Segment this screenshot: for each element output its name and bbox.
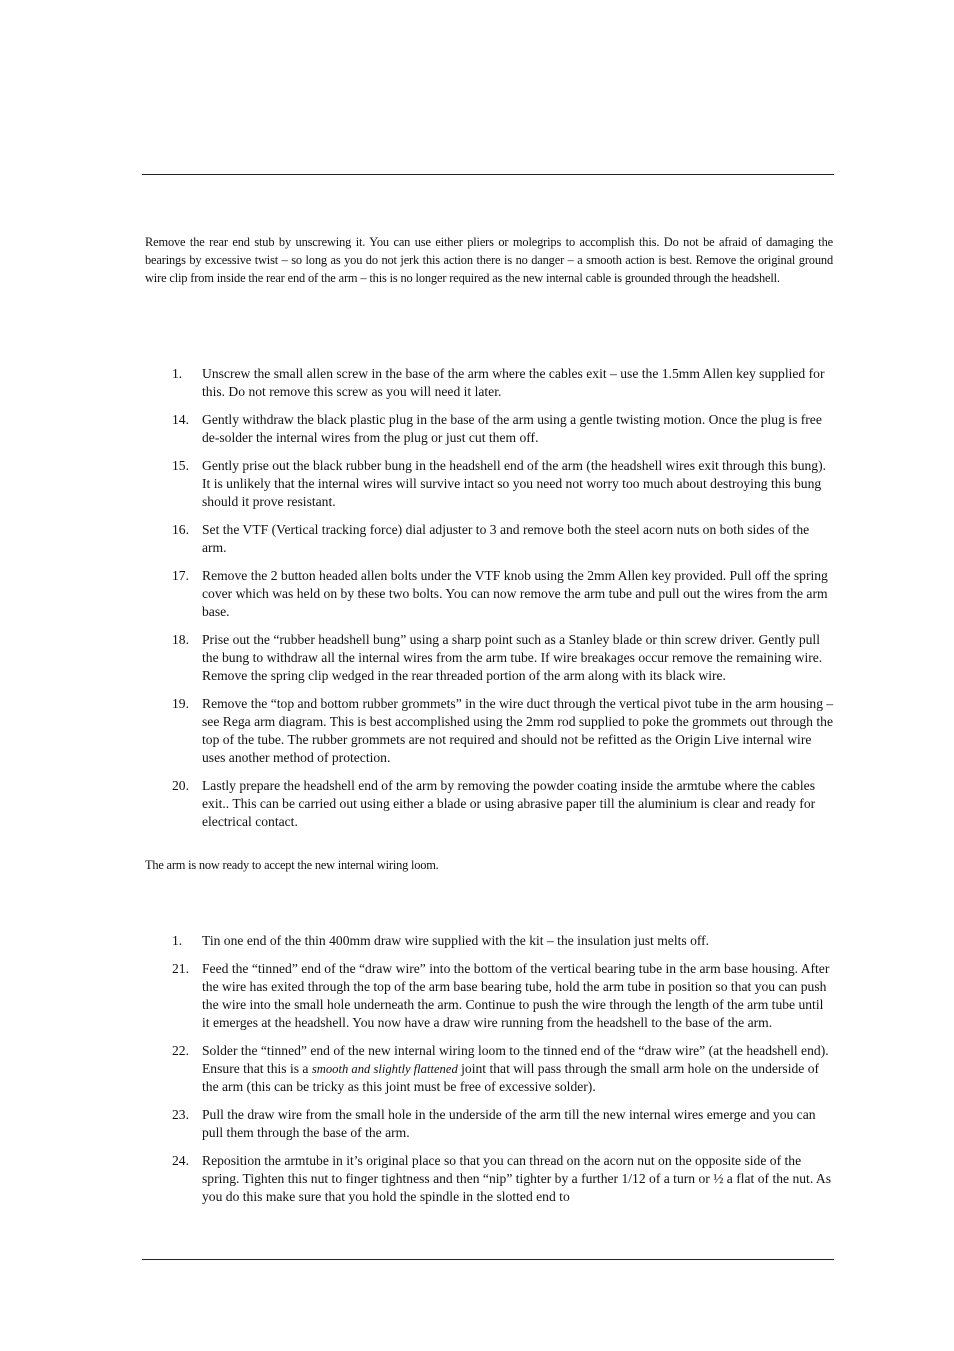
list-item	[0, 365, 954, 401]
step-text-after: joint that will pass through the small arm hole on the underside of the arm (this can be tricky as this joint must be free of excessive solder).	[202, 1061, 820, 1094]
removal-steps-list	[0, 365, 954, 841]
list-item	[0, 960, 954, 1032]
step-text: Unscrew the small allen screw in the base of the arm where the cables exit – use the 1.5mm Allen key supplied for this. Do not remove this screw as you will need it later.	[202, 366, 825, 399]
step-number: 1.	[172, 366, 183, 381]
step-text: Gently prise out the black rubber bung in the headshell end of the arm (the headshell wires exit through this bung). It is unlikely that the internal wires will survive intact so you need not worry too much about destroying this bung should it prove resistant.	[202, 458, 827, 509]
step-text: Reposition the armtube in it’s original place so that you can thread on the acorn nut on the opposite side of the spring. Tighten this nut to finger tightness and then “nip” tighter by a further 1/12 of a turn or ½ a flat of the nut. As you do this make sure that you hold the spindle in the slotted end to	[202, 1153, 831, 1204]
step-number: 16.	[172, 522, 189, 537]
step-text: Prise out the “rubber headshell bung” using a sharp point such as a Stanley blade or thin screw driver. Gently pull the bung to withdraw all the internal wires from the arm tube. If wire breakages occur remove the remaining wire. Remove the spring clip wedged in the rear threaded portion of the arm along with its black wire.	[202, 632, 823, 683]
step-text: Lastly prepare the headshell end of the arm by removing the powder coating inside the armtube where the cables exit.. This can be carried out using either a blade or using abrasive paper till the aluminium is clear and ready for electrical contact.	[202, 778, 816, 829]
list-item	[0, 1042, 954, 1096]
list-item	[0, 411, 954, 447]
step-number: 23.	[172, 1107, 189, 1122]
list-item	[0, 695, 954, 767]
step-number: 21.	[172, 961, 189, 976]
list-item	[0, 567, 954, 621]
step-text: Remove the 2 button headed allen bolts under the VTF knob using the 2mm Allen key provided. Pull off the spring cover which was held on by these two bolts. You can now remove the arm tube and pull out the wires from the arm base.	[202, 568, 828, 619]
list-item	[0, 521, 954, 557]
step-number: 19.	[172, 696, 189, 711]
header-rule	[142, 174, 834, 175]
step-text: Feed the “tinned” end of the “draw wire” into the bottom of the vertical bearing tube in the arm base housing. After the wire has exited through the top of the arm base bearing tube, hold the arm tube in position so that you can push the wire into the small hole underneath the arm. Continue to push the wire through the length of the arm tube until it emerges at the headshell. You now have a draw wire running from the headshell to the base of the arm.	[202, 961, 830, 1030]
step-text: Set the VTF (Vertical tracking force) dial adjuster to 3 and remove both the steel acorn nuts on both sides of the arm.	[202, 522, 810, 555]
wiring-steps-list	[0, 932, 954, 1216]
step-text: Remove the “top and bottom rubber grommets” in the wire duct through the vertical pivot tube in the arm housing – see Rega arm diagram. This is best accomplished using the 2mm rod supplied to poke the grommets out through the top of the tube. The rubber grommets are not required and should not be refitted as the Origin Live internal wire uses another method of protection.	[202, 696, 834, 765]
step-number: 1.	[172, 933, 183, 948]
step-text: Pull the draw wire from the small hole in the underside of the arm till the new internal wires emerge and you can pull them through the base of the arm.	[202, 1107, 816, 1140]
step-number: 22.	[172, 1043, 189, 1058]
list-item	[0, 777, 954, 831]
list-item	[0, 457, 954, 511]
list-item	[0, 1106, 954, 1142]
step-number: 20.	[172, 778, 189, 793]
ready-note: The arm is now ready to accept the new internal wiring loom.	[145, 858, 439, 872]
step-text: Tin one end of the thin 400mm draw wire supplied with the kit – the insulation just melts off.	[202, 933, 710, 948]
intro-paragraph: Remove the rear end stub by unscrewing it. You can use either pliers or molegrips to accomplish this. Do not be afraid of damaging the bearings by excessive twist – so long as you do not jerk this action there is no danger – a smooth action is best. Remove the original ground wire clip from inside the rear end of the arm – this is no longer required as the new internal cable is grounded through the headshell.	[145, 235, 833, 285]
list-item	[0, 631, 954, 685]
step-text	[202, 1042, 834, 1096]
step-number: 24.	[172, 1153, 189, 1168]
step-number: 15.	[172, 458, 189, 473]
step-text: Gently withdraw the black plastic plug in the base of the arm using a gentle twisting motion. Once the plug is free de-solder the internal wires from the plug or just cut them off.	[202, 412, 822, 445]
footer-rule	[142, 1259, 834, 1260]
step-number: 18.	[172, 632, 189, 647]
list-item	[0, 932, 954, 950]
step-text-before: Solder the “tinned” end of the new internal wiring loom to the tinned end of the “draw wire” (at the headshell end). Ensure that this is a	[202, 1043, 829, 1076]
step-number: 14.	[172, 412, 189, 427]
list-item	[0, 1152, 954, 1206]
step-number: 17.	[172, 568, 189, 583]
step-text-emphasis: smooth and slightly flattened	[311, 1062, 458, 1076]
